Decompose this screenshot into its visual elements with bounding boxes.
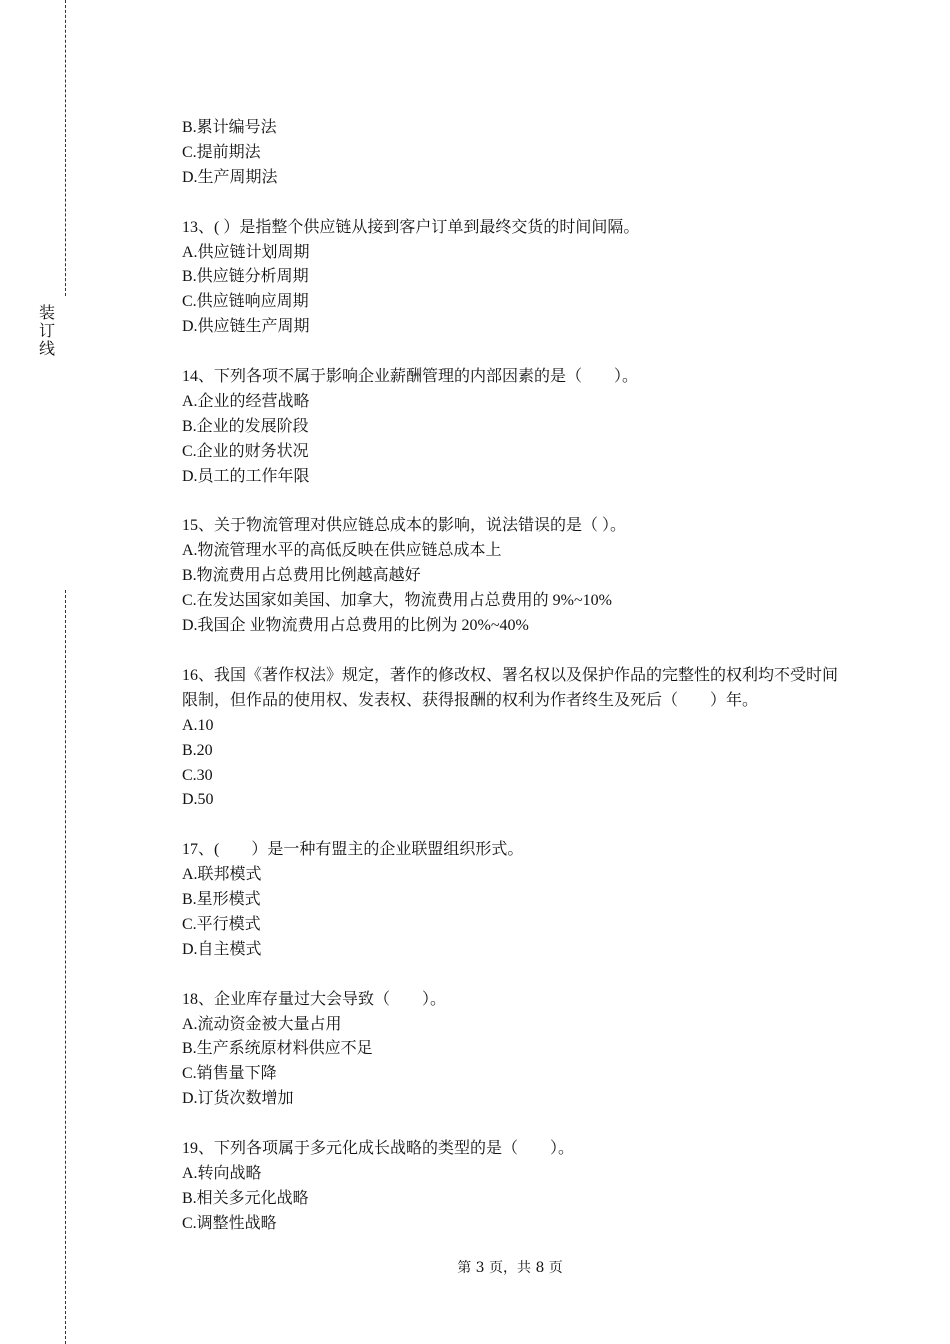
option: C.企业的财务状况 <box>182 442 309 460</box>
question-19 <box>182 1137 842 1237</box>
option: D.我国企 业物流费用占总费用的比例为 20%~40% <box>182 617 529 635</box>
question-content <box>182 116 842 1237</box>
question-16 <box>182 664 842 813</box>
option: D.供应链生产周期 <box>182 318 310 336</box>
option: A.联邦模式 <box>182 866 262 884</box>
option: B.星形模式 <box>182 891 261 909</box>
question-stem: 16、我国《著作权法》规定，著作的修改权、署名权以及保护作品的完整性的权利均不受时间限制，但作品的使用权、发表权、获得报酬的权利为作者终生及死后（ ）年。 <box>182 666 839 709</box>
prev-question-options <box>182 116 842 191</box>
option: C.平行模式 <box>182 915 261 933</box>
option: B.物流费用占总费用比例越高越好 <box>182 567 421 585</box>
binding-label-char: 订 <box>38 321 55 340</box>
question-stem: 18、企业库存量过大会导致（ ）。 <box>182 990 447 1008</box>
option: D.自主模式 <box>182 940 262 958</box>
option: B.相关多元化战略 <box>182 1189 309 1207</box>
question-stem: 19、下列各项属于多元化成长战略的类型的是（ ）。 <box>182 1140 575 1158</box>
question-stem: 17、( ）是一种有盟主的企业联盟组织形式。 <box>182 841 524 859</box>
option: D.50 <box>182 791 214 809</box>
option: B.供应链分析周期 <box>182 268 309 286</box>
binding-line-label <box>38 304 56 358</box>
option: B.生产系统原材料供应不足 <box>182 1040 373 1058</box>
option: C.在发达国家如美国、加拿大，物流费用占总费用的 9%~10% <box>182 592 612 610</box>
option: A.流动资金被大量占用 <box>182 1015 342 1033</box>
binding-label-char: 装 <box>38 303 55 322</box>
option: B.累计编号法 <box>182 119 277 136</box>
option: C.销售量下降 <box>182 1065 277 1083</box>
option: D.订货次数增加 <box>182 1090 294 1108</box>
option: B.企业的发展阶段 <box>182 417 309 435</box>
option: C.调整性战略 <box>182 1214 277 1232</box>
binding-dashed-line-bottom <box>65 590 66 1344</box>
option: C.供应链响应周期 <box>182 293 309 311</box>
option: D.员工的工作年限 <box>182 467 310 485</box>
option: A.10 <box>182 716 214 734</box>
question-15 <box>182 514 842 639</box>
option: C.提前期法 <box>182 143 261 161</box>
question-13 <box>182 216 842 341</box>
option: B.20 <box>182 741 213 759</box>
question-14 <box>182 365 842 490</box>
question-17 <box>182 838 842 963</box>
option: A.转向战略 <box>182 1164 262 1182</box>
question-stem: 14、下列各项不属于影响企业薪酬管理的内部因素的是（ ）。 <box>182 368 639 386</box>
option: A.企业的经营战略 <box>182 392 310 410</box>
question-stem: 13、( ）是指整个供应链从接到客户订单到最终交货的时间间隔。 <box>182 218 640 236</box>
option: C.30 <box>182 766 213 784</box>
page-number-footer: 第 3 页，共 8 页 <box>457 1260 563 1276</box>
question-stem: 15、关于物流管理对供应链总成本的影响，说法错误的是（ ）。 <box>182 517 627 535</box>
option: A.物流管理水平的高低反映在供应链总成本上 <box>182 542 502 560</box>
binding-dashed-line-top <box>65 0 66 296</box>
binding-label-char: 线 <box>38 339 55 358</box>
option: D.生产周期法 <box>182 168 278 186</box>
question-18 <box>182 988 842 1113</box>
option: A.供应链计划周期 <box>182 243 310 261</box>
